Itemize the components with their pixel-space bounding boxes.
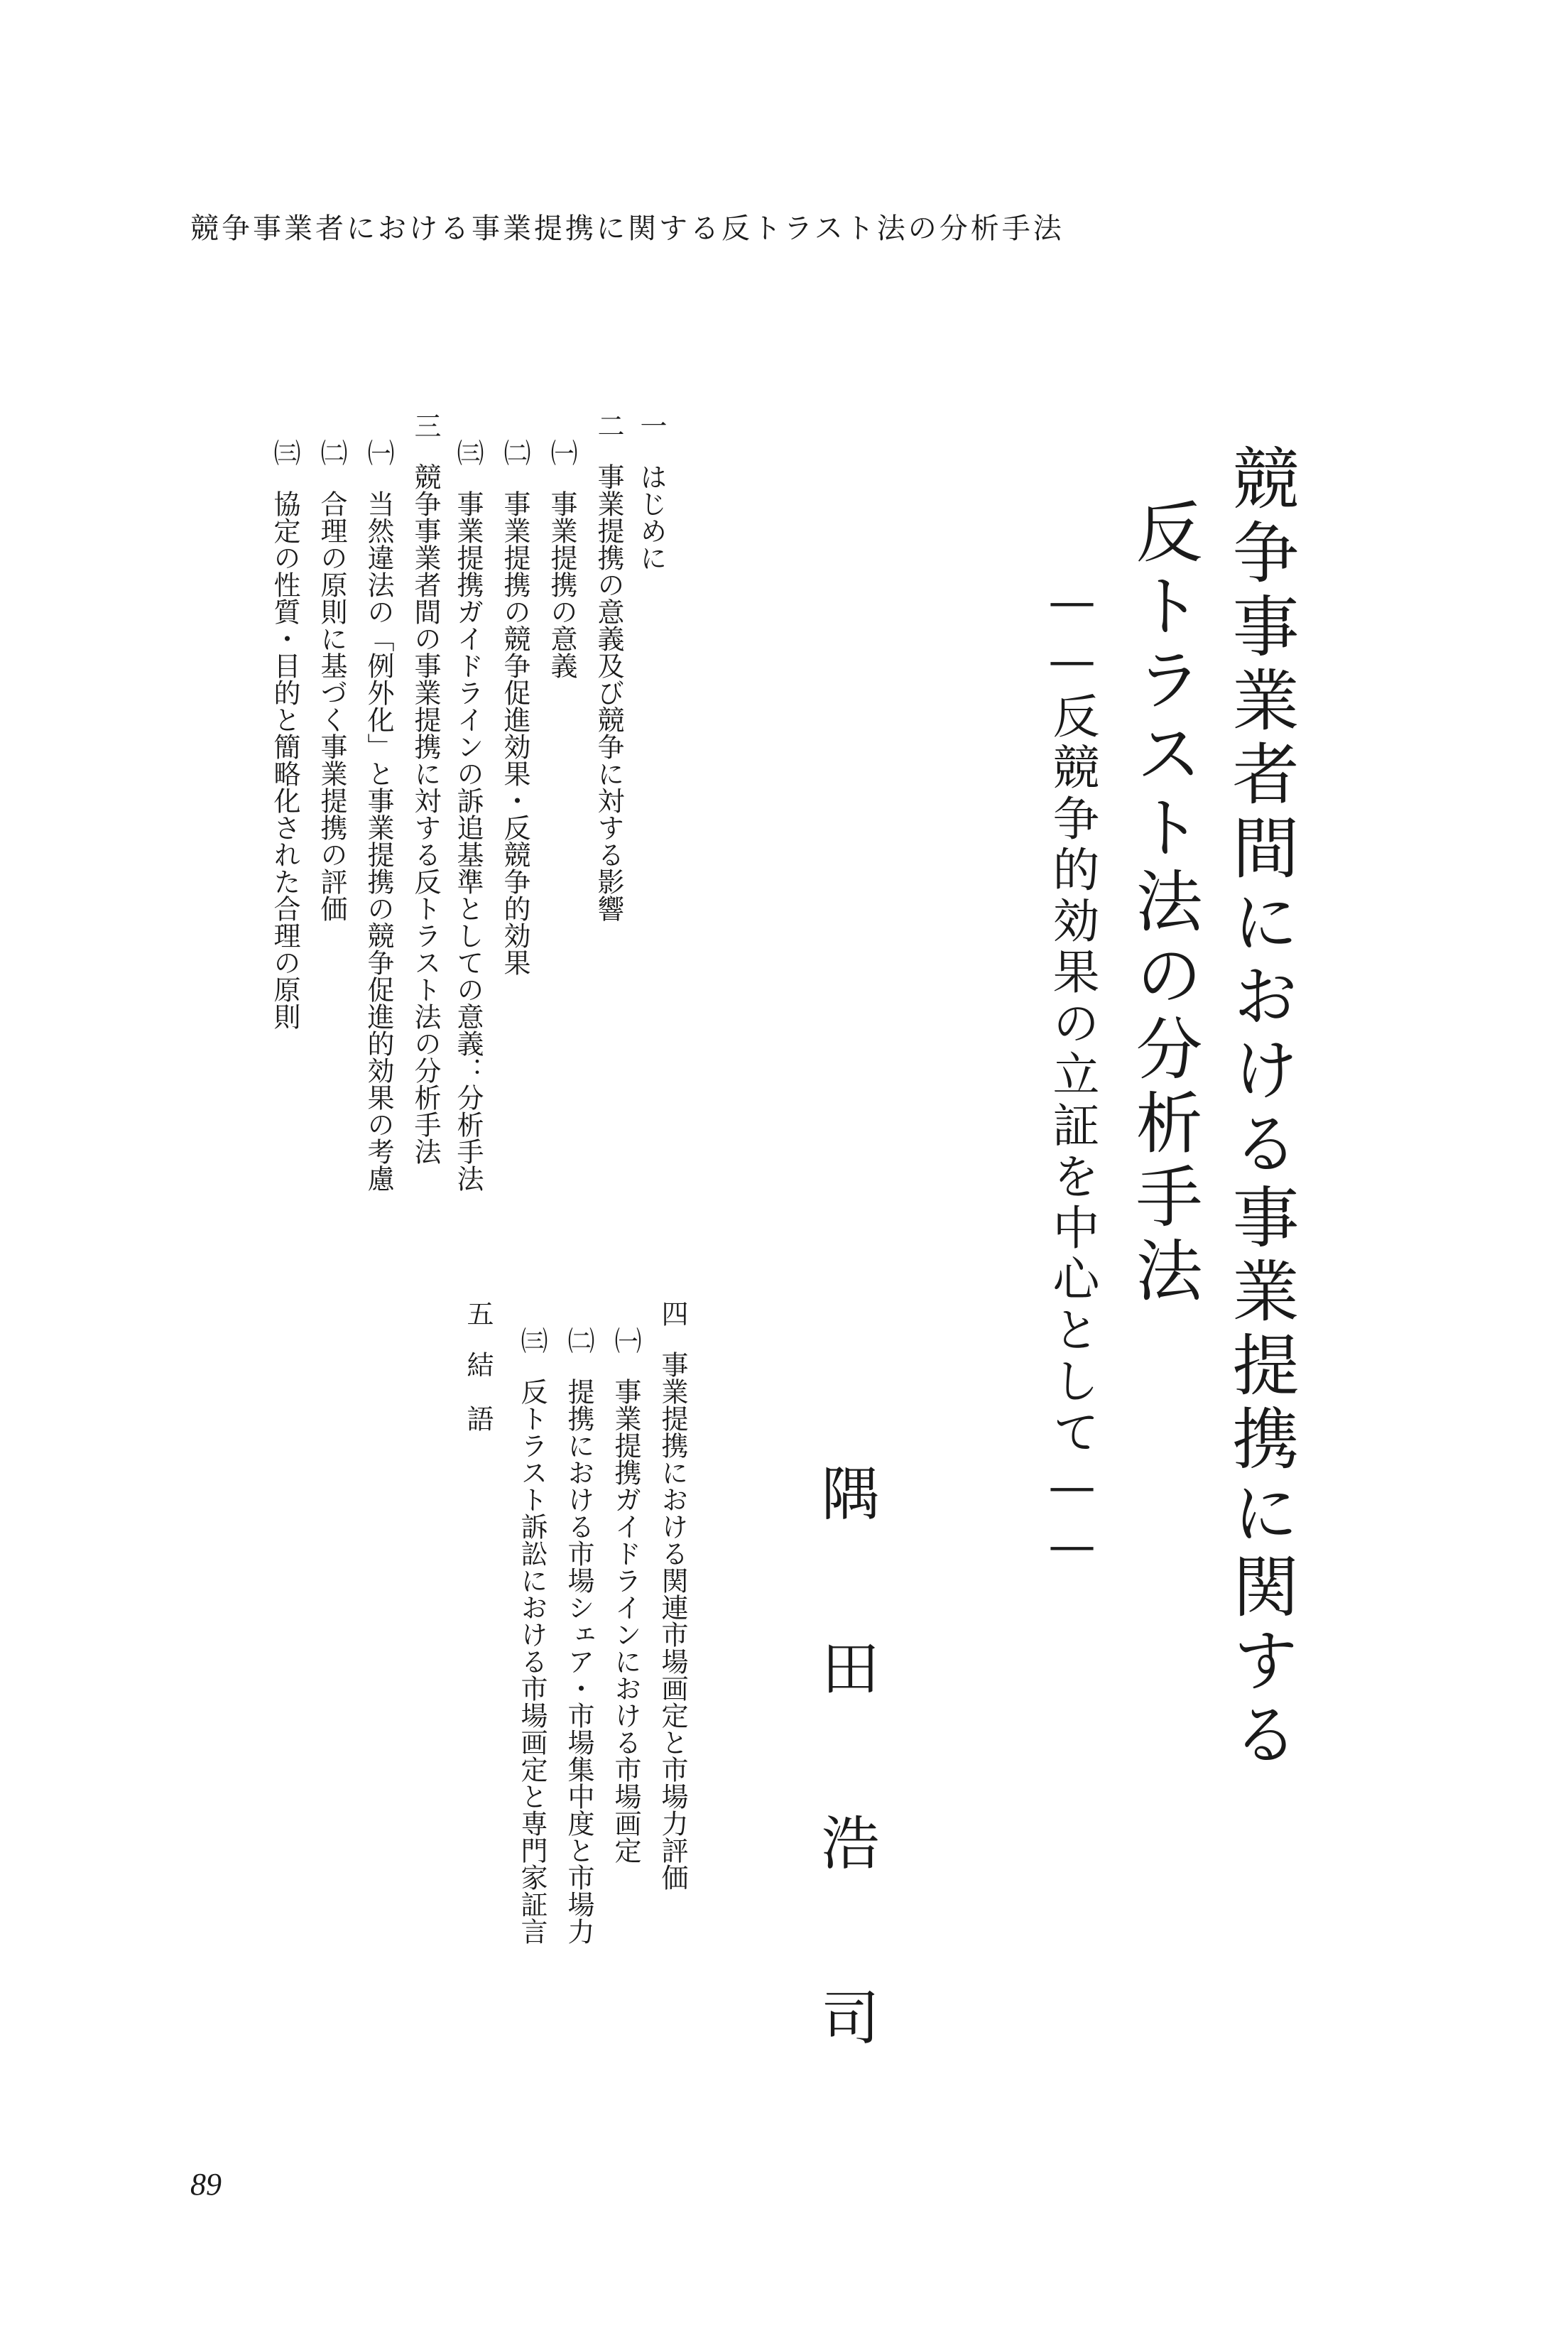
toc-item	[271, 439, 298, 1030]
toc-item	[462, 1300, 494, 1432]
toc-item-number: 二	[593, 412, 624, 439]
toc-item-number: 四	[657, 1300, 688, 1327]
toc-item-number: ㈢	[269, 439, 300, 466]
author-char-2: 田	[812, 1638, 879, 1696]
toc-item-label: 当然違法の「例外化」と事業提携の競争促進的効果の考慮	[363, 490, 394, 1192]
toc-item-label: 提携における市場シェア・市場集中度と市場力	[563, 1378, 594, 1945]
toc-item-label: 事業提携ガイドラインにおける市場画定	[610, 1378, 641, 1864]
toc-item-label: 事業提携の競争促進効果・反競争的効果	[499, 490, 530, 976]
toc-item-number: ㈢	[452, 439, 484, 466]
toc-item	[516, 1327, 548, 1945]
toc-item	[318, 439, 345, 922]
toc-item-number: 五	[462, 1300, 494, 1327]
toc-item-number: ㈠	[610, 1327, 641, 1354]
toc-item	[659, 1300, 686, 1891]
toc-item-number: 一	[636, 412, 667, 439]
toc-item-number: ㈡	[316, 439, 347, 466]
toc-item-number: ㈠	[363, 439, 394, 466]
toc-item-label: 反トラスト訴訟における市場画定と専門家証言	[516, 1378, 548, 1945]
toc-item	[638, 412, 665, 571]
toc-item	[548, 439, 575, 679]
subtitle: ——反競争的効果の立証を中心として——	[1045, 574, 1099, 1577]
title-line-2: 反トラスト法の分析手法	[1124, 497, 1202, 1310]
toc-item	[595, 412, 622, 922]
title-line-1: 競争事業者間における事業提携に関する	[1221, 444, 1298, 1773]
toc-item-number: 三	[410, 412, 441, 439]
toc-item-label: 事業提携における関連市場画定と市場力評価	[657, 1351, 688, 1891]
toc-item	[612, 1327, 639, 1864]
running-header: 競争事業者における事業提携に関する反トラスト法の分析手法	[190, 212, 1065, 245]
toc-item-label: 結 語	[462, 1351, 494, 1432]
toc-item-number: ㈢	[516, 1327, 548, 1354]
toc-item-label: 協定の性質・目的と簡略化された合理の原則	[269, 490, 300, 1030]
toc-item	[365, 439, 392, 1192]
toc-item-label: 事業提携の意義及び競争に対する影響	[593, 463, 624, 922]
toc-item	[412, 412, 439, 1165]
toc-item	[452, 439, 484, 1192]
page-number: 89	[190, 2167, 222, 2202]
toc-item-label: 合理の原則に基づく事業提携の評価	[316, 490, 347, 922]
author-char-4: 司	[812, 1987, 879, 2045]
toc-item	[501, 439, 528, 976]
toc-item-number: ㈡	[499, 439, 530, 466]
toc-item	[565, 1327, 592, 1945]
author-char-3: 浩	[812, 1813, 879, 1871]
toc-item-label: 競争事業者間の事業提携に対する反トラスト法の分析手法	[410, 463, 441, 1165]
toc-item-number: ㈡	[563, 1327, 594, 1354]
author-char-1: 隅	[812, 1463, 879, 1521]
toc-item-label: 事業提携ガイドラインの訴追基準としての意義：分析手法	[452, 490, 484, 1192]
toc-item-label: はじめに	[636, 463, 667, 571]
toc-item-label: 事業提携の意義	[546, 490, 577, 679]
toc-item-number: ㈠	[546, 439, 577, 466]
